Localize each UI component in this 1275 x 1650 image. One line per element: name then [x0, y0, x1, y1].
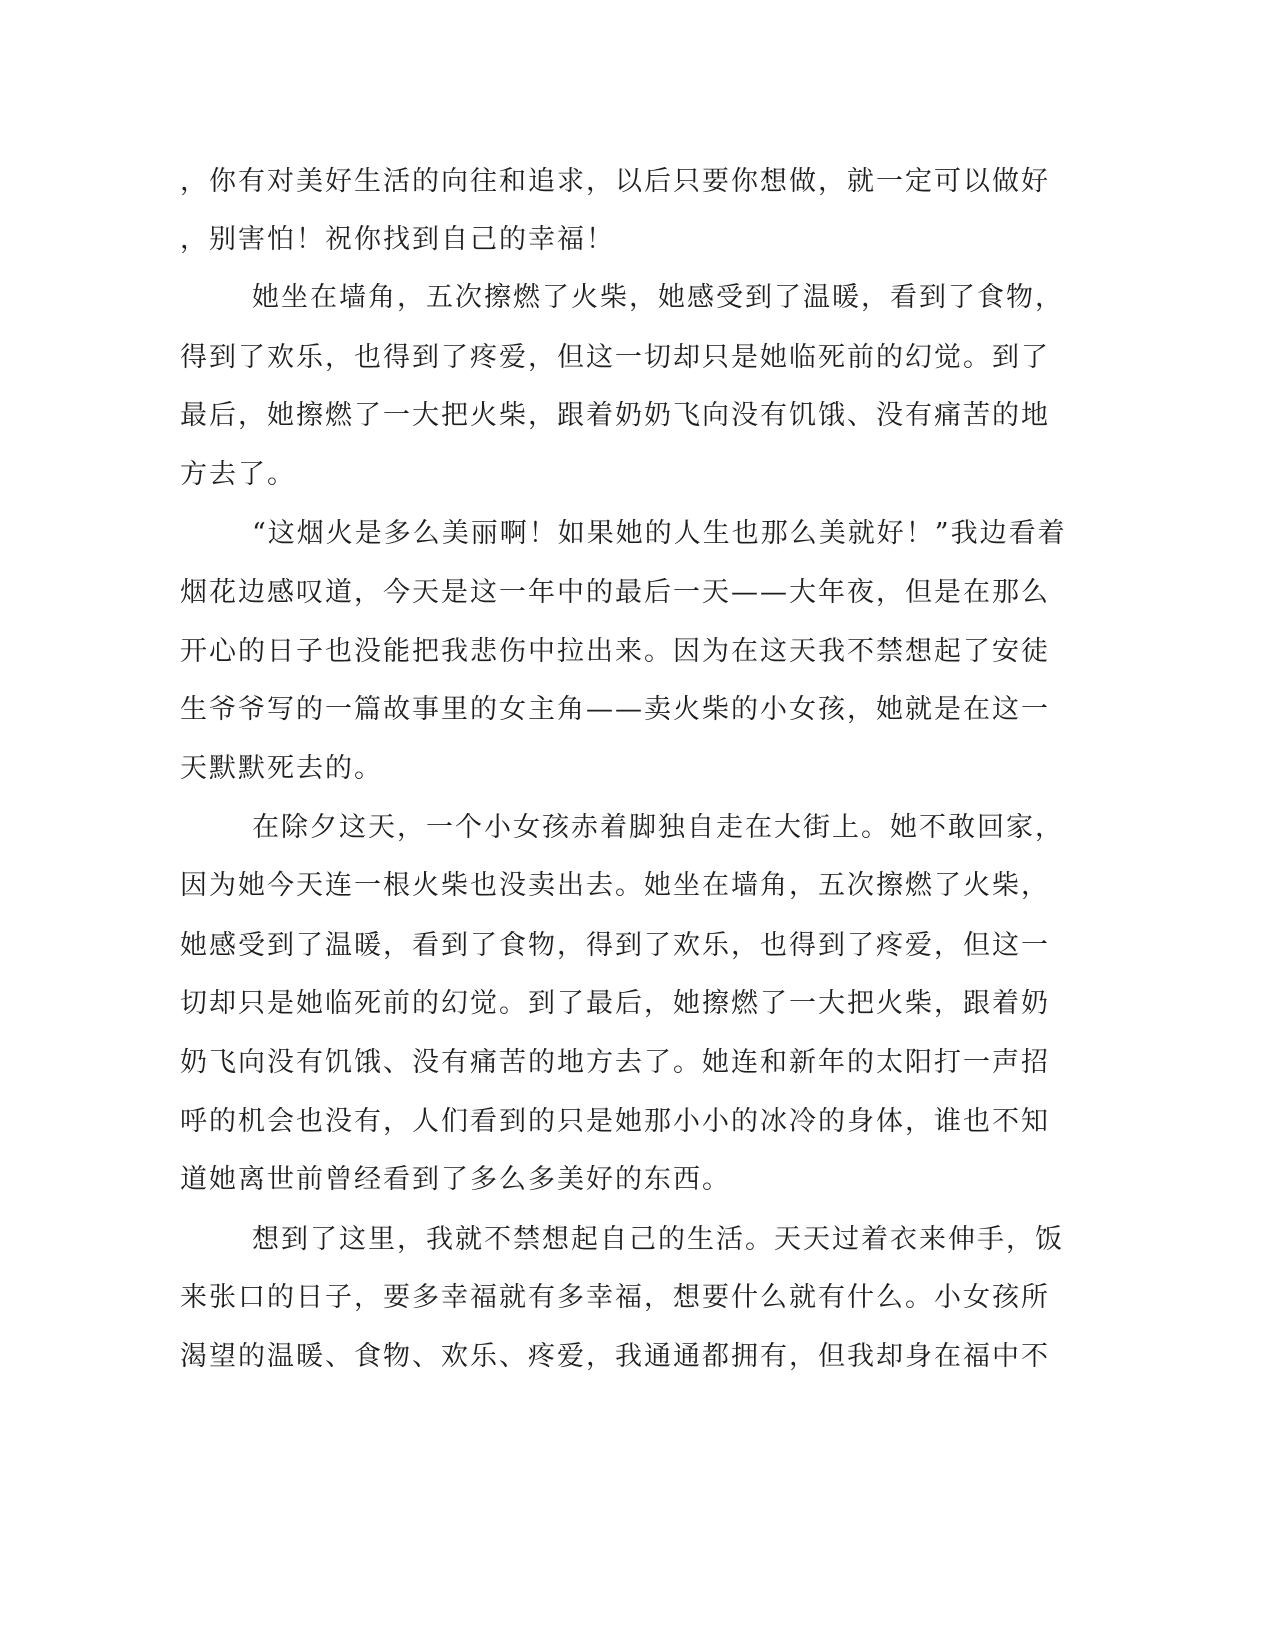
paragraph-start-line: 想到了这里，我就不禁想起自己的生活。天天过着衣来伸手，饭	[252, 1224, 1064, 1255]
paragraph-start-line: 在除夕这天，一个小女孩赤着脚独自走在大街上。她不敢回家，	[252, 812, 1064, 843]
text-line: 因为她今天连一根火柴也没卖出去。她坐在墙角，五次擦燃了火柴，	[180, 870, 1050, 901]
paragraph-start-line: “这烟火是多么美丽啊！如果她的人生也那么美就好！”我边看着	[252, 518, 1067, 549]
text-line: 生爷爷写的一篇故事里的女主角——卖火柴的小女孩，她就是在这一	[180, 694, 1050, 725]
text-line: ，别害怕！祝你找到自己的幸福！	[180, 224, 615, 255]
text-line: 道她离世前曾经看到了多么多美好的东西。	[180, 1164, 731, 1195]
text-line: 呼的机会也没有，人们看到的只是她那小小的冰冷的身体，谁也不知	[180, 1106, 1050, 1137]
text-line: 渴望的温暖、食物、欢乐、疼爱，我通通都拥有，但我却身在福中不	[180, 1341, 1050, 1372]
text-line: 方去了。	[180, 459, 296, 490]
text-line: 来张口的日子，要多幸福就有多幸福，想要什么就有什么。小女孩所	[180, 1282, 1050, 1313]
text-line: 最后，她擦燃了一大把火柴，跟着奶奶飞向没有饥饿、没有痛苦的地	[180, 400, 1050, 431]
text-line: 切却只是她临死前的幻觉。到了最后，她擦燃了一大把火柴，跟着奶	[180, 988, 1050, 1019]
text-line: 烟花边感叹道，今天是这一年中的最后一天——大年夜，但是在那么	[180, 577, 1050, 608]
text-line: 她感受到了温暖，看到了食物，得到了欢乐，也得到了疼爱，但这一	[180, 930, 1050, 961]
text-line: 天默默死去的。	[180, 753, 383, 784]
text-line: 得到了欢乐，也得到了疼爱，但这一切却只是她临死前的幻觉。到了	[180, 342, 1050, 373]
text-line: 开心的日子也没能把我悲伤中拉出来。因为在这天我不禁想起了安徒	[180, 636, 1050, 667]
text-line: 奶飞向没有饥饿、没有痛苦的地方去了。她连和新年的太阳打一声招	[180, 1047, 1050, 1078]
text-line: ，你有对美好生活的向往和追求，以后只要你想做，就一定可以做好	[180, 166, 1050, 197]
paragraph-start-line: 她坐在墙角，五次擦燃了火柴，她感受到了温暖，看到了食物，	[252, 282, 1064, 313]
